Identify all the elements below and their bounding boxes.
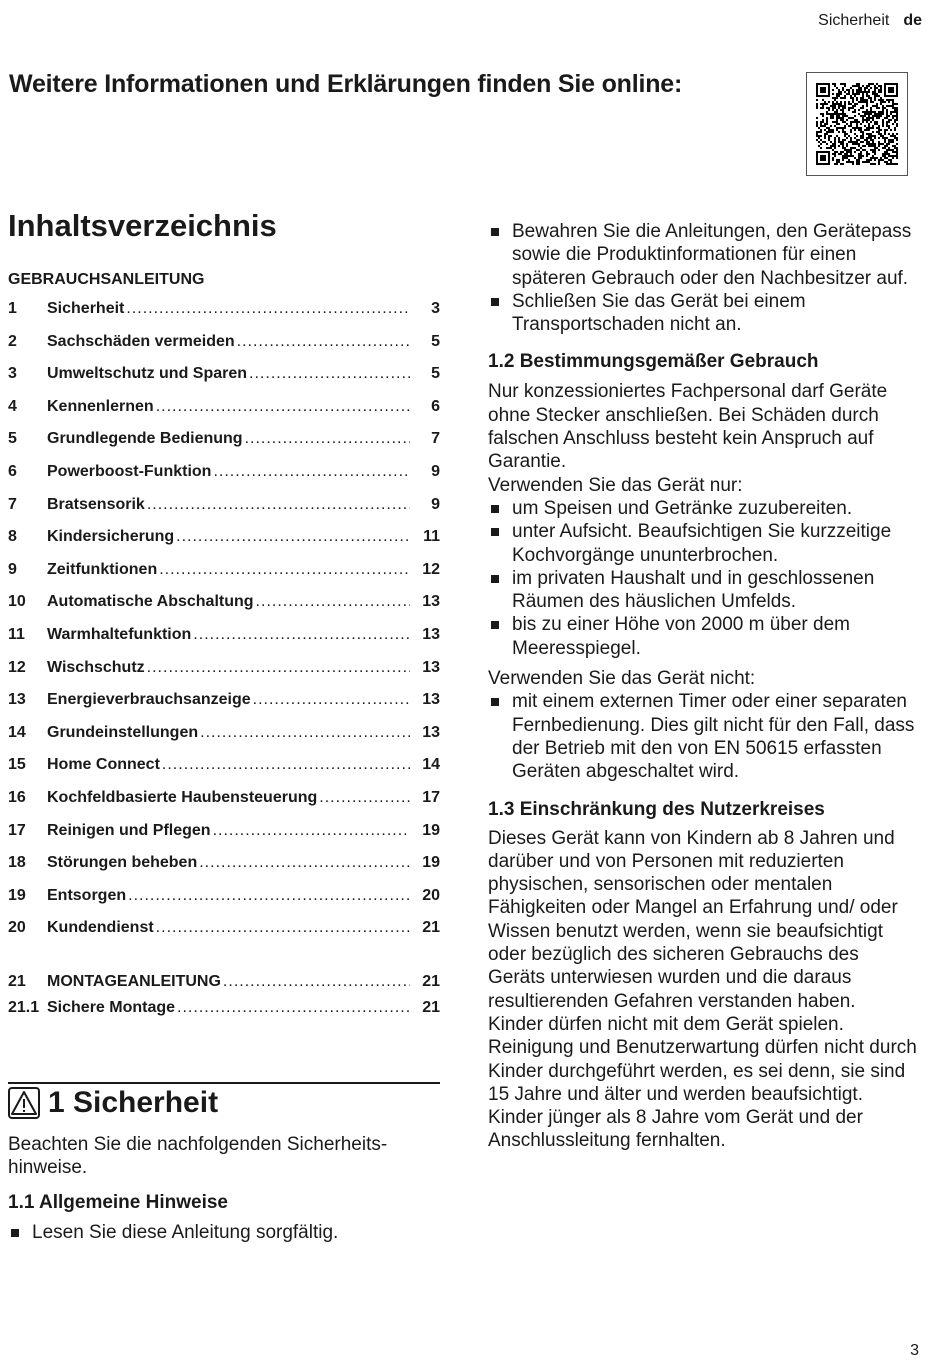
toc-number: 7 xyxy=(8,495,17,513)
toc-leader-dots xyxy=(237,333,410,351)
bullet-list-general xyxy=(488,220,920,336)
toc-number: 14 xyxy=(8,723,26,741)
qr-code-icon xyxy=(816,83,898,165)
toc-label: Kundendienst xyxy=(47,919,154,937)
toc-number: 8 xyxy=(8,528,17,546)
toc-leader-dots xyxy=(223,973,410,991)
toc-label: Sachschäden vermeiden xyxy=(47,332,235,350)
toc-leader-dots xyxy=(193,626,410,644)
list-item: mit einem externen Timer oder einer separaten Fernbedienung. Dies gilt nicht für den Fall, dass der Betrieb mit den von EN 50615 erfassten Geräten abgeschaltet wird. xyxy=(488,690,920,783)
toc-leader-dots xyxy=(256,593,410,611)
toc-row-16[interactable] xyxy=(8,789,440,822)
toc-row-15[interactable] xyxy=(8,756,440,789)
toc-page: 13 xyxy=(422,691,440,709)
toc-number: 1 xyxy=(8,300,17,317)
toc-number: 18 xyxy=(8,854,26,872)
toc-page: 13 xyxy=(422,593,440,611)
running-header xyxy=(818,12,922,30)
toc-label: Entsorgen xyxy=(47,886,127,904)
section-1-title: 1 Sicherheit xyxy=(48,1086,219,1119)
toc-row-17[interactable] xyxy=(8,822,440,855)
toc-page: 9 xyxy=(431,495,440,513)
toc-row-3[interactable] xyxy=(8,365,440,398)
toc-leader-dots xyxy=(162,756,410,774)
toc-number: 6 xyxy=(8,462,17,480)
toc-leader-dots xyxy=(200,724,410,742)
heading-1-3: 1.3 Einschränkung des Nutzerkreises xyxy=(488,798,825,820)
toc-leader-dots xyxy=(177,999,410,1017)
toc-label: Bratsensorik xyxy=(47,495,145,513)
toc-leader-dots xyxy=(213,822,410,840)
toc-number: 21.1 xyxy=(8,999,40,1016)
toc-label: Grundeinstellungen xyxy=(47,723,199,741)
toc-number: 16 xyxy=(8,788,26,806)
toc-label: Kindersicherung xyxy=(47,528,175,546)
toc-row-7[interactable] xyxy=(8,496,440,529)
toc-row-21-1[interactable] xyxy=(8,999,440,1025)
toc-title: Inhaltsverzeichnis xyxy=(8,208,277,243)
toc-row-1[interactable] xyxy=(8,300,440,333)
toc-row-4[interactable] xyxy=(8,398,440,431)
bullet-list-use xyxy=(488,497,920,660)
toc-label: Sicherheit xyxy=(47,300,125,317)
paragraph: Kinder dürfen nicht mit dem Gerät spielen. xyxy=(488,1013,844,1035)
toc-page: 19 xyxy=(422,854,440,872)
toc-number: 21 xyxy=(8,973,26,990)
toc-leader-dots xyxy=(245,430,410,448)
toc-label: Sichere Montage xyxy=(47,999,176,1016)
toc-leader-dots xyxy=(147,659,410,677)
toc-label: Grundlegende Bedienung xyxy=(47,430,243,448)
paragraph: Verwenden Sie das Gerät nicht: xyxy=(488,668,756,690)
toc-number: 3 xyxy=(8,365,17,383)
toc-leader-dots xyxy=(249,365,410,383)
toc-number: 11 xyxy=(8,625,25,643)
toc-row-8[interactable] xyxy=(8,528,440,561)
warning-icon xyxy=(8,1087,40,1119)
toc-row-12[interactable] xyxy=(8,659,440,692)
toc-number: 12 xyxy=(8,658,26,676)
online-info-heading: Weitere Informationen und Erklärungen finden Sie online: xyxy=(9,70,683,98)
toc-number: 17 xyxy=(8,821,26,839)
toc-row-21[interactable] xyxy=(8,973,440,999)
toc-page: 3 xyxy=(431,300,440,317)
toc-page: 5 xyxy=(431,365,440,383)
toc-row-19[interactable] xyxy=(8,887,440,920)
section-1-heading xyxy=(8,1086,218,1120)
heading-1-2: 1.2 Bestimmungsgemäßer Gebrauch xyxy=(488,351,819,373)
toc-label: Störungen beheben xyxy=(47,854,198,872)
list-item: bis zu einer Höhe von 2000 m über dem Meeresspiegel. xyxy=(488,613,920,660)
toc-page: 21 xyxy=(422,973,440,990)
header-language: de xyxy=(903,12,922,29)
toc-leader-dots xyxy=(156,919,410,937)
bullet-list-not-use xyxy=(488,690,920,783)
toc-label: MONTAGEANLEITUNG xyxy=(47,973,221,990)
toc-number: 20 xyxy=(8,919,26,937)
toc-label: Automatische Abschaltung xyxy=(47,593,254,611)
toc-page: 21 xyxy=(422,999,440,1016)
list-item: Schließen Sie das Gerät bei einem Transportschaden nicht an. xyxy=(488,290,920,337)
paragraph: Verwenden Sie das Gerät nur: xyxy=(488,474,743,496)
toc-leader-dots xyxy=(213,463,410,481)
list-item: um Speisen und Getränke zuzubereiten. xyxy=(488,497,920,520)
toc-page: 5 xyxy=(431,332,440,350)
toc-page: 6 xyxy=(431,397,440,415)
toc-leader-dots xyxy=(319,789,410,807)
toc-page: 20 xyxy=(422,886,440,904)
toc-leader-dots xyxy=(176,528,410,546)
toc-leader-dots xyxy=(159,561,410,579)
toc-label: Wischschutz xyxy=(47,658,145,676)
toc-label: Home Connect xyxy=(47,756,160,774)
toc-leader-dots xyxy=(147,496,410,514)
section-1-intro: Beachten Sie die nachfolgenden Sicherheits-hinweise. xyxy=(8,1134,388,1179)
toc-page: 17 xyxy=(422,788,440,806)
toc-row-6[interactable] xyxy=(8,463,440,496)
toc-subtitle: GEBRAUCHSANLEITUNG xyxy=(8,271,205,288)
list-item: Lesen Sie diese Anleitung sorgfältig. xyxy=(8,1221,438,1244)
right-column xyxy=(488,220,920,1153)
toc-number: 2 xyxy=(8,332,17,350)
toc-label: Reinigen und Pflegen xyxy=(47,821,211,839)
toc-number: 13 xyxy=(8,691,26,709)
toc-row-9[interactable] xyxy=(8,561,440,594)
toc-list xyxy=(8,300,440,952)
toc-number: 4 xyxy=(8,397,17,415)
toc-page: 19 xyxy=(422,821,440,839)
toc-label: Powerboost-Funktion xyxy=(47,462,212,480)
toc-leader-dots xyxy=(253,691,410,709)
paragraph: Nur konzessioniertes Fachpersonal darf Geräte ohne Stecker anschließen. Bei Schäden durch falschen Anschluss besteht kein Anspruch auf Garantie. xyxy=(488,381,888,473)
toc-page: 11 xyxy=(423,528,440,546)
list-item: im privaten Haushalt und in geschlossenen Räumen des häuslichen Umfelds. xyxy=(488,567,920,614)
qr-code[interactable] xyxy=(806,72,908,176)
toc-number: 9 xyxy=(8,560,17,578)
toc-page: 21 xyxy=(422,919,440,937)
toc-leader-dots xyxy=(199,854,410,872)
toc-leader-dots xyxy=(126,300,410,318)
toc-label: Umweltschutz und Sparen xyxy=(47,365,248,383)
paragraph: Dieses Gerät kann von Kindern ab 8 Jahren und darüber und von Personen mit reduzierten physischen, sensorischen oder mentalen Fähigkeiten oder Mangel an Erfahrung und/ oder Wissen benutzt werden, wenn sie beaufsichtigt oder bezüglich des sicheren Gebrauchs des Geräts unterwiesen wurden und die daraus resultierenden Gefahren verstanden haben. xyxy=(488,827,898,1012)
toc-leader-dots xyxy=(156,398,410,416)
toc-row-13[interactable] xyxy=(8,691,440,724)
toc-page: 9 xyxy=(431,462,440,480)
toc-label: Zeitfunktionen xyxy=(47,560,158,578)
toc-label: Kennenlernen xyxy=(47,397,154,415)
toc-page: 12 xyxy=(422,560,440,578)
toc-number: 15 xyxy=(8,756,26,774)
toc-page: 14 xyxy=(422,756,440,774)
toc-row-18[interactable] xyxy=(8,854,440,887)
bullet-list-1-1 xyxy=(8,1221,438,1244)
toc-page: 13 xyxy=(422,723,440,741)
toc-row-10[interactable] xyxy=(8,593,440,626)
header-section: Sicherheit xyxy=(818,12,890,29)
toc-page: 13 xyxy=(422,658,440,676)
toc-label: Energieverbrauchsanzeige xyxy=(47,691,251,709)
toc-label: Warmhaltefunktion xyxy=(47,625,192,643)
toc-number: 10 xyxy=(8,593,26,611)
toc-row-14[interactable] xyxy=(8,724,440,757)
toc-row-11[interactable] xyxy=(8,626,440,659)
list-item: Bewahren Sie die Anleitungen, den Gerätepass sowie die Produktinformationen für einen späteren Gebrauch oder den Nachbesitzer auf. xyxy=(488,220,920,290)
toc-row-2[interactable] xyxy=(8,333,440,366)
paragraph: Reinigung und Benutzerwartung dürfen nicht durch Kinder durchgeführt werden, es sei denn, sie sind 15 Jahre und älter und werden beaufsichtigt. xyxy=(488,1037,917,1105)
toc-number: 19 xyxy=(8,886,26,904)
list-item: unter Aufsicht. Beaufsichtigen Sie kurzzeitige Kochvorgänge ununterbrochen. xyxy=(488,520,920,567)
toc-row-5[interactable] xyxy=(8,430,440,463)
heading-1-1: 1.1 Allgemeine Hinweise xyxy=(8,1192,228,1213)
toc-label: Kochfeldbasierte Haubensteuerung xyxy=(47,788,318,806)
toc-leader-dots xyxy=(128,887,410,905)
toc-page: 13 xyxy=(422,625,440,643)
toc-montage-list xyxy=(8,973,440,1025)
page-number: 3 xyxy=(910,1342,919,1359)
toc-number: 5 xyxy=(8,430,17,448)
toc-page: 7 xyxy=(431,430,440,448)
toc-row-20[interactable] xyxy=(8,919,440,952)
section-rule xyxy=(8,1082,440,1084)
paragraph: Kinder jünger als 8 Jahre vom Gerät und der Anschlussleitung fernhalten. xyxy=(488,1107,863,1152)
